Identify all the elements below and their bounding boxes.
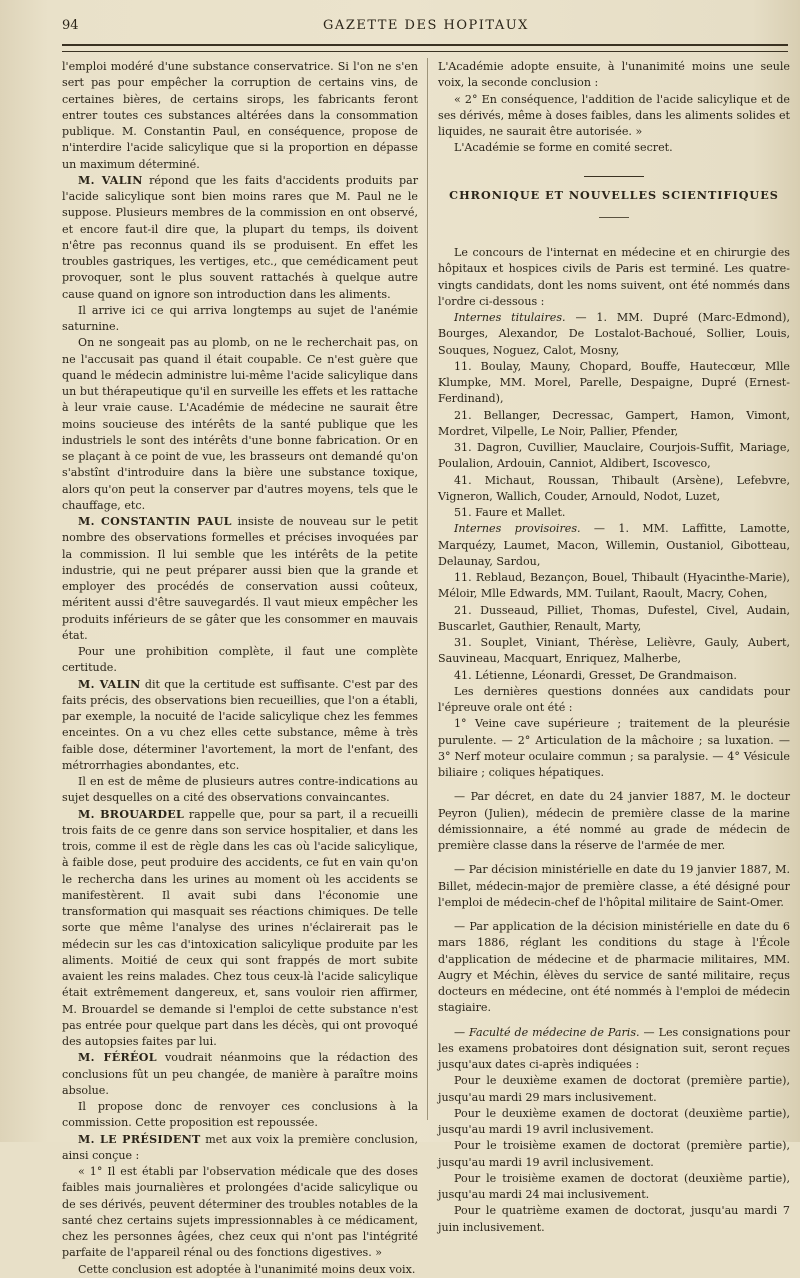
paragraph [438,1073,790,1106]
paragraph [438,521,790,570]
paragraph [62,807,418,1051]
paragraph [438,59,790,92]
paragraph [438,245,790,310]
paragraph-text: Pour le deuxième examen de doctorat (première partie), jusqu'au mardi 29 mars inclusivement. [438,1074,790,1104]
paragraph [62,774,418,807]
paragraph-text: 31. Dagron, Cuvillier, Mauclaire, Courjois-Suffit, Mariage, Poulalion, Ardouin, Canniot, Aldibert, Iscovesco, [438,441,790,471]
italic-heading: Internes provisoires. [454,522,581,536]
paragraph [438,1025,790,1074]
paragraph-text: L'Académie adopte ensuite, à l'unanimité moins une seule voix, la seconde conclusion : [438,60,790,90]
paragraph-text: 21. Dusseaud, Pilliet, Thomas, Dufestel, Civel, Audain, Buscarlet, Gauthier, Renault, Marty, [438,603,790,633]
paragraph-text: — Par décision ministérielle en date du 19 janvier 1887, M. Billet, médecin-major de première classe, a été désigné pour l'emploi de médecin-chef de l'hôpital militaire de Saint-Omer. [438,863,790,909]
paragraph-text: répond que les faits d'accidents produits par l'acide salicylique sont bien moins rares que M. Paul ne le suppose. Plusieurs membres de la commission en ont observé, et encore faut-il dire que, la plupart du temps, ils doivent n'être pas reconnus quand ils se produisent. En effet les troubles gastriques, les vertiges, etc., que cemédicament peut provoquer, sont le plus souvent rattachés à quelque autre cause quand on ignore son introduction dans les aliments. [62,173,418,301]
paragraph-text: 51. Faure et Mallet. [454,506,566,519]
academy-conclusions [438,59,790,157]
speaker-name: M. VALIN [78,173,143,187]
left-column [62,59,418,1278]
page-header [62,14,790,42]
paragraph-text: Pour le troisième examen de doctorat (première partie), jusqu'au mardi 19 avril inclusivement. [438,1139,790,1169]
paragraph [438,473,790,506]
paragraph-text: — 1. MM. Dupré (Marc-Edmond), Bourges, Alexandor, De Lostalot-Bachoué, Sollier, Louis, Souques, Noguez, Calot, Mosny, [438,311,790,357]
column-divider [427,58,428,1120]
paragraph [62,303,418,336]
paragraph [438,789,790,854]
paragraph-text: 21. Bellanger, Decressac, Gampert, Hamon, Vimont, Mordret, Vilpelle, Le Noir, Pallier, Pfender, [438,408,790,438]
paragraph-text: — Les consignations pour les examens probatoires dont désignation suit, seront reçues jusqu'aux dates ci-après indiquées : [438,1025,791,1071]
paragraph-text: Pour une prohibition complète, il faut une complète certitude. [62,645,418,675]
paragraph-text: L'Académie se forme en comité secret. [454,141,673,155]
paragraph [438,1138,790,1171]
paragraph-text: Il arrive ici ce qui arriva longtemps au sujet de l'anémie saturnine. [62,303,418,333]
paragraph-text: Il propose donc de renvoyer ces conclusions à la commission. Cette proposition est repoussée. [62,1100,418,1130]
paragraph [62,644,418,677]
paragraph [62,173,418,303]
paragraph [438,716,790,781]
paragraph [438,92,790,141]
paragraph [62,1099,418,1132]
paragraph-text: dit que la certitude est suffisante. C'est par des faits précis, des observations bien recueillies, que l'on a établi, par exemple, la nocuité de l'acide salicylique chez les femmes enceintes. On a vu chez elles cette substance, même à très faible dose, déterminer l'avortement, la mort de l'enfant, des métrorrhagies abondantes, etc. [62,677,419,772]
italic-heading: — Faculté de médecine de Paris. [454,1025,640,1039]
speaker-name: M. BROUARDEL [78,807,185,821]
paragraph [438,1106,790,1139]
paragraph-text: 11. Reblaud, Bezançon, Bouel, Thibault (Hyacinthe-Marie), Méloir, Mlle Edwards, MM. Tuilant, Raoult, Macry, Cohen, [438,571,790,601]
speaker-name: M. LE PRÉSIDENT [78,1132,201,1146]
paragraph [438,1203,790,1236]
paragraph-text: Les dernières questions données aux candidats pour l'épreuve orale ont été : [438,684,790,714]
section-title: CHRONIQUE ET NOUVELLES SCIENTIFIQUES [449,187,779,202]
paragraph [62,59,418,173]
paragraph-text: Il en est de même de plusieurs autres contre-indications au sujet desquelles on a cité des observations convaincantes. [62,775,418,805]
paragraph [438,505,790,521]
paragraph [438,862,790,911]
paragraph [62,1050,418,1099]
paragraph-gap [438,854,790,862]
paragraph [438,408,790,441]
speaker-name: M. CONSTANTIN PAUL [78,515,232,528]
paragraph-gap [438,781,790,789]
paragraph-text: — 1. MM. Laffitte, Lamotte, Marquézy, Laumet, Macon, Willemin, Oustaniol, Gibotteau, Delaunay, Sardou, [438,522,790,568]
header-rule [62,44,788,52]
paragraph-text: voudrait néanmoins que la rédaction des conclusions fût un peu changée, de manière à paraître moins absolue. [62,1051,418,1097]
journal-title: GAZETTE DES HOPITAUX [323,18,529,33]
title-underline [438,207,790,223]
paragraph-text: 41. Michaut, Roussan, Thibault (Arsène), Lefebvre, Vigneron, Wallich, Couder, Arnould, Nodot, Luzet, [438,473,790,503]
paragraph [62,335,418,514]
speaker-name: M. FÉRÉOL [78,1051,157,1065]
paragraph-gap [438,911,790,919]
paragraph-text: 1° Veine cave supérieure ; traitement de la pleurésie purulente. — 2° Articulation de la mâchoire ; sa luxation. — 3° Nerf moteur oculaire commun ; sa paralysie. — 4° Vésicule biliaire ; coliques hépatiques. [438,717,790,779]
paragraph-text: « 1° Il est établi par l'observation médicale que des doses faibles mais journalières et prolongées d'acide salicylique ou de ses dérivés, peuvent déterminer des troubles notables de la santé chez certains sujets impressionnables à ce médicament, chez les personnes âgées, chez ceux qui n'ont pas l'intégrité parfaite de l'appareil rénal ou des fonctions digestives. » [62,1165,418,1260]
paragraph-text: met aux voix la première conclusion, ainsi conçue : [62,1132,418,1162]
paragraph-text: 31. Souplet, Viniant, Thérèse, Lelièvre, Gauly, Aubert, Sauvineau, Macquart, Enriquez, Malherbe, [438,636,790,666]
section-separator [438,169,790,171]
paragraph [62,1132,418,1165]
paragraph [438,919,790,1017]
paragraph-text: Pour le deuxième examen de doctorat (deuxième partie), jusqu'au mardi 19 avril inclusivement. [438,1106,790,1136]
paragraph-text: — Par application de la décision ministérielle en date du 6 mars 1886, réglant les conditions du stage à l'École d'application de médecine et de pharmacie militaires, MM. Augry et Méchin, élèves du service de santé militaire, reçus docteurs en médecine, ont été nommés à l'emploi de médecin stagiaire. [438,920,790,1015]
paragraph [438,1171,790,1204]
paragraph-text: rappelle que, pour sa part, il a recueilli trois faits de ce genre dans son service hospitalier, et dans les trois, comme il est de règle dans les cas où l'acide salicylique, à faible dose, peut produire des accidents, ce fut en vain qu'on le rechercha dans les urines au moment où les accidents se manifestèrent. Il avait subi dans l'économie une transformation qui masquait ses réactions chimiques. De telle sorte que même l'analyse des urines n'éclairerait pas le médecin sur les cas d'intoxication salicylique produite par les aliments. Moitié de ceux qui sont frappés de mort subite avaient les reins malades. Chez tous ceux-là l'acide salicylique était extrêmement dangereux, et, sans vouloir rien affirmer, M. Brouardel se demande si l'emploi de cette substance n'est pas entrée pour quelque part dans les décès, qui ont provoqué des autopsies faites par lui. [62,807,418,1048]
paragraph [62,1262,418,1278]
paragraph [438,603,790,636]
paragraph-text: Le concours de l'internat en médecine et en chirurgie des hôpitaux et hospices civils de Paris est terminé. Les quatre-vingts candidats, dont les noms suivent, ont été nommés dans l'ordre ci-dessous : [438,246,790,308]
paragraph [62,1164,418,1262]
paragraph [438,359,790,408]
paragraph-gap [438,1017,790,1025]
paragraph [438,310,790,359]
paragraph [438,684,790,717]
paragraph [438,635,790,668]
paragraph-text: insiste de nouveau sur le petit nombre des observations formelles et précises invoquées par la commission. Il lui semble que les intérêts de la petite industrie, qui ne peut préparer aussi bien que la grande et employer des procédés de conservation aussi coûteux, méritent aussi d'être sauvegardés. Il vaut mieux empêcher les produits inférieurs de se gâter que les consommer en mauvais état. [62,515,418,642]
paragraph [62,677,418,775]
paragraph [438,570,790,603]
paragraph [438,668,790,684]
paragraph [438,140,790,156]
chronicle-body [438,245,790,1236]
paragraph-text: l'emploi modéré d'une substance conservatrice. Si l'on ne s'en sert pas pour empêcher la corruption de certains vins, de certaines bières, de certains sirops, les fabricants feront entrer toutes ces substances altérées dans la consommation publique. M. Constantin Paul, en conséquence, propose de n'interdire l'acide salicylique que si la proportion en dépasse un maximum déterminé. [62,60,418,171]
paragraph-text: On ne songeait pas au plomb, on ne le recherchait pas, on ne l'accusait pas quand il était coupable. Ce n'est guère que quand le médecin administre lui-même l'acide salicylique dans un but thérapeutique qu'il en surveille les effets et les rattache à leur vraie cause. L'Académie de médecine ne saurait être moins soucieuse des intérêts de la santé publique que les industriels le sont des intérêts d'une bonne fabrication. Or en se plaçant à ce point de vue, les brasseurs ont demandé qu'on s'abstînt d'introduire dans la bière une substance toxique, alors qu'on peut la conserver par d'autres moyens, tels que le chauffage, etc. [62,336,418,512]
paragraph-text: 11. Boulay, Mauny, Chopard, Bouffe, Hautecœur, Mlle Klumpke, MM. Morel, Parelle, Despaigne, Dupré (Ernest-Ferdinand), [438,359,790,406]
paragraph [438,440,790,473]
paragraph-text: Cette conclusion est adoptée à l'unanimité moins deux voix. [78,1262,416,1276]
page-number: 94 [62,18,79,33]
speaker-name: M. VALIN [78,677,141,691]
paragraph-text: 41. Létienne, Léonardi, Gresset, De Grandmaison. [454,668,737,682]
paragraph-text: « 2° En conséquence, l'addition de l'acide salicylique et de ses dérivés, même à doses faibles, dans les aliments solides et liquides, ne saurait être autorisée. » [438,92,790,138]
right-column [438,59,790,1236]
paragraph-text: — Par décret, en date du 24 janvier 1887, M. le docteur Peyron (Julien), médecin de première classe de la marine démissionnaire, a été nommé au grade de médecin de première classe dans la réserve de l'armée de mer. [438,790,790,852]
paragraph-text: Pour le quatrième examen de doctorat, jusqu'au mardi 7 juin inclusivement. [438,1204,790,1234]
italic-heading: Internes titulaires. [454,311,566,324]
paragraph-text: Pour le troisième examen de doctorat (deuxième partie), jusqu'au mardi 24 mai inclusivement. [438,1171,790,1201]
paragraph [62,514,418,644]
